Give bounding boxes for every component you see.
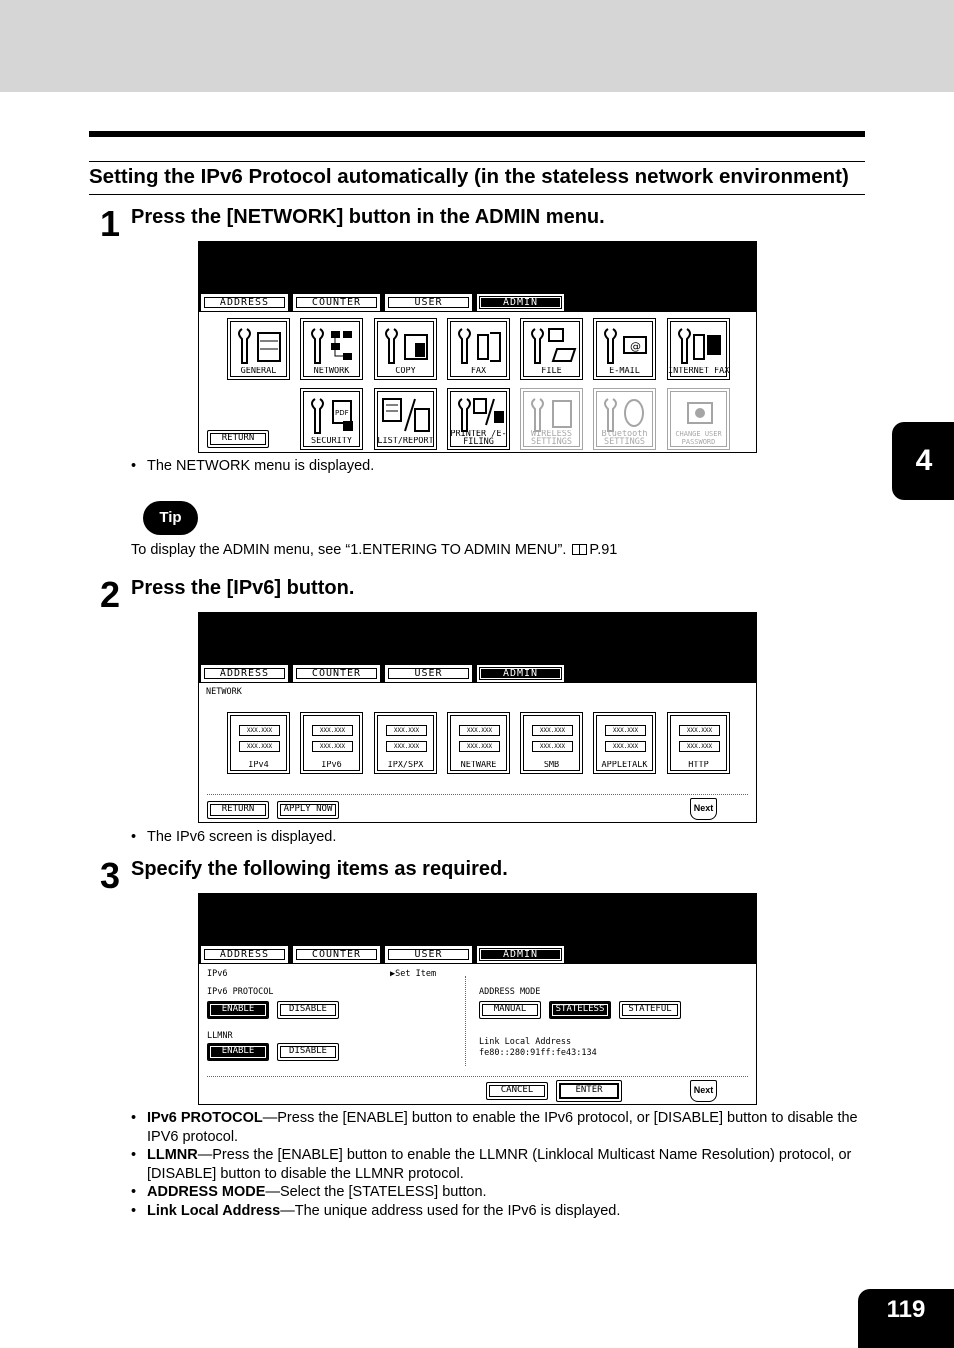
step-2-number: 2 xyxy=(100,574,121,615)
set-item-label: ▶Set Item xyxy=(390,969,437,979)
return-button[interactable]: RETURN xyxy=(207,801,269,819)
ipx-spx-label: IPX/SPX xyxy=(387,761,424,770)
security-icon xyxy=(307,395,357,435)
screen-tabs xyxy=(201,946,564,963)
ipx-spx-button[interactable]: XXX.XXX XXX.XXX IPX/SPX xyxy=(374,712,437,774)
llmnr-label: LLMNR xyxy=(207,1031,233,1041)
file-icon xyxy=(527,325,577,365)
general-icon xyxy=(234,325,284,365)
header-band xyxy=(0,0,954,92)
bullet-ipv6-protocol: • IPv6 PROTOCOL—Press the [ENABLE] button to enable the IPv6 protocol, or [DISABLE] button to disable the IPV6 protocol. xyxy=(131,1109,866,1147)
security-button[interactable] xyxy=(300,388,363,450)
list-report-label: LIST/REPORT xyxy=(377,437,434,446)
ipv6-protocol-label: IPv6 PROTOCOL xyxy=(207,987,274,997)
screen-tabs xyxy=(201,665,564,682)
file-label: FILE xyxy=(541,367,562,376)
apply-now-button[interactable]: APPLY NOW xyxy=(277,801,339,819)
internet-fax-button[interactable] xyxy=(667,318,730,380)
stateful-button[interactable]: STATEFUL xyxy=(619,1001,681,1019)
bullet-llmnr: • LLMNR—Press the [ENABLE] button to enable the LLMNR (Linklocal Multicast Name Resolution) protocol, or [DISABLE] button to disable the LLMNR protocol. xyxy=(131,1146,866,1184)
step-2-note: • The IPv6 screen is displayed. xyxy=(131,828,866,847)
netware-label: NETWARE xyxy=(460,761,497,770)
general-label: GENERAL xyxy=(240,367,277,376)
file-button[interactable] xyxy=(520,318,583,380)
admin-menu-screenshot xyxy=(198,241,757,453)
copy-button[interactable] xyxy=(374,318,437,380)
tab-address[interactable]: ADDRESS xyxy=(201,946,288,963)
tab-admin[interactable]: ADMIN xyxy=(477,294,564,311)
stateless-button[interactable]: STATELESS xyxy=(549,1001,611,1019)
tip-text: To display the ADMIN menu, see “1.ENTERING TO ADMIN MENU”. P.91 xyxy=(131,542,618,558)
chapter-tab: 4 xyxy=(892,422,954,500)
cancel-button[interactable]: CANCEL xyxy=(486,1082,548,1100)
email-label: E-MAIL xyxy=(609,367,640,376)
column-divider xyxy=(465,976,466,1066)
tab-user[interactable]: USER xyxy=(385,294,472,311)
ipv6-disable-button[interactable]: DISABLE xyxy=(277,1001,339,1019)
smb-label: SMB xyxy=(543,761,560,770)
appletalk-button[interactable]: XXX.XXX XXX.XXX APPLETALK xyxy=(593,712,656,774)
network-label: NETWORK xyxy=(313,367,350,376)
section-title: Setting the IPv6 Protocol automatically (in the stateless network environment) xyxy=(89,161,865,195)
next-button[interactable]: Next xyxy=(690,1080,717,1102)
book-icon xyxy=(572,544,587,555)
ipv6-screen-screenshot xyxy=(198,893,757,1105)
wireless-settings-label: WIRELESS SETTINGS xyxy=(531,430,572,446)
copy-icon xyxy=(381,325,431,365)
fax-icon xyxy=(454,325,504,365)
step-2-text: Press the [IPv6] button. xyxy=(131,577,355,599)
next-button[interactable]: Next xyxy=(690,798,717,820)
tab-admin[interactable]: ADMIN xyxy=(477,946,564,963)
email-icon xyxy=(600,325,650,365)
tab-user[interactable]: USER xyxy=(385,665,472,682)
network-icon xyxy=(307,325,357,365)
printer-efiling-button[interactable] xyxy=(447,388,510,450)
tab-address[interactable]: ADDRESS xyxy=(201,294,288,311)
tab-counter[interactable]: COUNTER xyxy=(293,665,380,682)
smb-button[interactable]: XXX.XXX XXX.XXX SMB xyxy=(520,712,583,774)
fax-button[interactable] xyxy=(447,318,510,380)
tab-admin[interactable]: ADMIN xyxy=(477,665,564,682)
ipv6-label: IPv6 xyxy=(321,761,342,770)
tab-counter[interactable]: COUNTER xyxy=(293,294,380,311)
wireless-settings-button[interactable] xyxy=(520,388,583,450)
fax-label: FAX xyxy=(470,367,487,376)
step-1-note: • The NETWORK menu is displayed. xyxy=(131,457,866,476)
step-1-number: 1 xyxy=(100,203,121,244)
link-local-address-label: Link Local Address xyxy=(479,1037,572,1047)
password-icon xyxy=(674,395,724,435)
ipv6-button[interactable]: XXX.XXX XXX.XXX IPv6 xyxy=(300,712,363,774)
page-number: 119 xyxy=(858,1289,954,1348)
header-rule xyxy=(89,131,865,137)
divider xyxy=(207,794,748,795)
screen-tabs xyxy=(201,294,564,311)
copy-label: COPY xyxy=(395,367,416,376)
netware-button[interactable]: XXX.XXX XXX.XXX NETWARE xyxy=(447,712,510,774)
address-mode-label: ADDRESS MODE xyxy=(479,987,541,997)
step-3-number: 3 xyxy=(100,855,121,896)
ipv6-heading: IPv6 xyxy=(207,969,228,979)
http-label: HTTP xyxy=(688,761,709,770)
printer-efiling-label: PRINTER /E-FILING xyxy=(450,430,507,446)
network-menu-screenshot xyxy=(198,612,757,823)
list-report-icon xyxy=(381,395,431,435)
step-3-text: Specify the following items as required. xyxy=(131,858,508,880)
tab-user[interactable]: USER xyxy=(385,946,472,963)
tab-counter[interactable]: COUNTER xyxy=(293,946,380,963)
svg-text:@: @ xyxy=(630,340,641,353)
bullet-address-mode: • ADDRESS MODE—Select the [STATELESS] button. xyxy=(131,1183,866,1202)
bullet-link-local-address: • Link Local Address—The unique address used for the IPv6 is displayed. xyxy=(131,1202,866,1221)
general-button[interactable] xyxy=(227,318,290,380)
llmnr-enable-button[interactable]: ENABLE xyxy=(207,1043,269,1061)
change-user-password-button[interactable] xyxy=(667,388,730,450)
step-1-text: Press the [NETWORK] button in the ADMIN menu. xyxy=(131,206,605,228)
bluetooth-settings-button[interactable] xyxy=(593,388,656,450)
change-user-password-label: CHANGE USER PASSWORD xyxy=(675,430,722,446)
internet-fax-label: INTERNET FAX xyxy=(668,367,729,376)
appletalk-label: APPLETALK xyxy=(601,761,648,770)
network-heading: NETWORK xyxy=(206,687,242,697)
security-label: SECURITY xyxy=(311,437,352,446)
ipv6-enable-button[interactable]: ENABLE xyxy=(207,1001,269,1019)
return-button[interactable]: RETURN xyxy=(207,430,269,448)
http-button[interactable]: XXX.XXX XXX.XXX HTTP xyxy=(667,712,730,774)
enter-button[interactable]: ENTER xyxy=(556,1080,622,1102)
ipv4-label: IPv4 xyxy=(248,761,269,770)
printer-icon xyxy=(454,395,504,435)
llmnr-disable-button[interactable]: DISABLE xyxy=(277,1043,339,1061)
network-button[interactable] xyxy=(300,318,363,380)
internet-fax-icon xyxy=(674,325,724,365)
tab-address[interactable]: ADDRESS xyxy=(201,665,288,682)
bluetooth-settings-label: Bluetooth SETTINGS xyxy=(601,430,648,446)
list-report-button[interactable] xyxy=(374,388,437,450)
svg-text:PDF: PDF xyxy=(335,409,349,417)
link-local-address-value: fe80::280:91ff:fe43:134 xyxy=(479,1048,597,1058)
email-button[interactable] xyxy=(593,318,656,380)
wireless-icon xyxy=(527,395,577,435)
manual-button[interactable]: MANUAL xyxy=(479,1001,541,1019)
ipv4-button[interactable]: XXX.XXX XXX.XXX IPv4 xyxy=(227,712,290,774)
divider xyxy=(207,1076,748,1077)
bluetooth-icon xyxy=(600,395,650,435)
tip-badge: Tip xyxy=(143,501,198,535)
